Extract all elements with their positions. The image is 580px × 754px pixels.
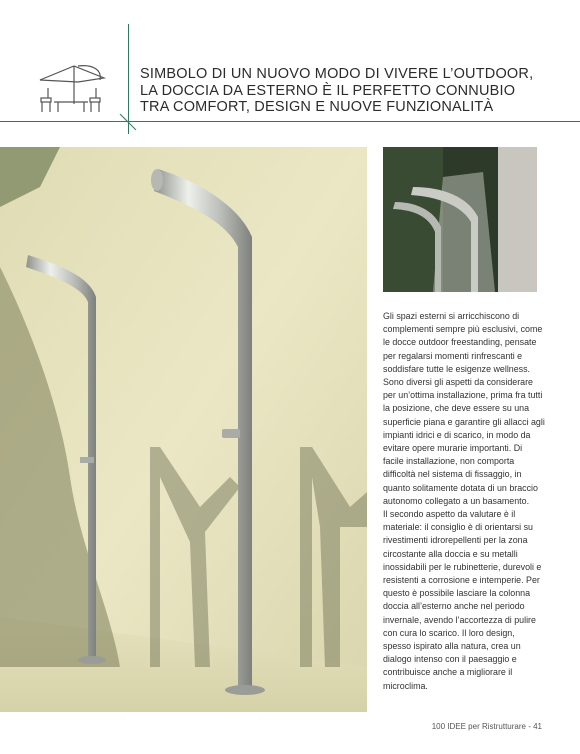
corner-mark-icon <box>118 112 138 132</box>
side-photo-shower-detail <box>383 147 537 292</box>
page-folio: 100 IDEE per Ristrutturare - 41 <box>431 722 542 731</box>
headline-line-1: SIMBOLO DI UN NUOVO MODO DI VIVERE L’OUTDOOR, <box>140 66 534 82</box>
header-rule <box>0 121 580 122</box>
article-paragraph-1: Gli spazi esterni si arricchiscono di complementi sempre più esclusivi, come le docce outdoor freestanding, pensate per regalarsi momenti rinfrescanti e soddisfare tutte le esigenze wellness. Sono diversi gli aspetti da considerare per un’ottima installazione, prima fra tutti la posizione, che deve essere su una superficie piana e garantire gli allacci agli impianti idrici e di scarico, in modo da evitare opere murarie importanti. Di facile installazione, non comporta difficoltà nel sistema di fissaggio, in quanto solitamente dotata di un braccio autonomo collegato a un basamento. <box>383 311 545 506</box>
article-paragraph-2: Il secondo aspetto da valutare è il materiale: il consiglio è di orientarsi su rivestimenti idrorepellenti per la zona circostante alla doccia e su metalli inossidabili per le rubinetterie, durevoli e resistenti a corrosione e intemperie. Per questo è possibile lasciare la colonna doccia all’esterno anche nel periodo invernale, avendo l’accortezza di pulire con cura lo scarico. Il loro design, spesso ispirato alla natura, crea un dialogo intenso con il paesaggio e contribuisce anche a migliorare il microclima. <box>383 509 542 691</box>
article-body <box>383 310 545 693</box>
headline-line-3: TRA COMFORT, DESIGN E NUOVE FUNZIONALITÀ <box>140 99 494 115</box>
main-photo-outdoor-showers <box>0 147 367 712</box>
headline-line-2: LA DOCCIA DA ESTERNO È IL PERFETTO CONNUBIO <box>140 82 516 99</box>
outdoor-furniture-icon <box>38 58 106 114</box>
headline <box>140 66 570 116</box>
